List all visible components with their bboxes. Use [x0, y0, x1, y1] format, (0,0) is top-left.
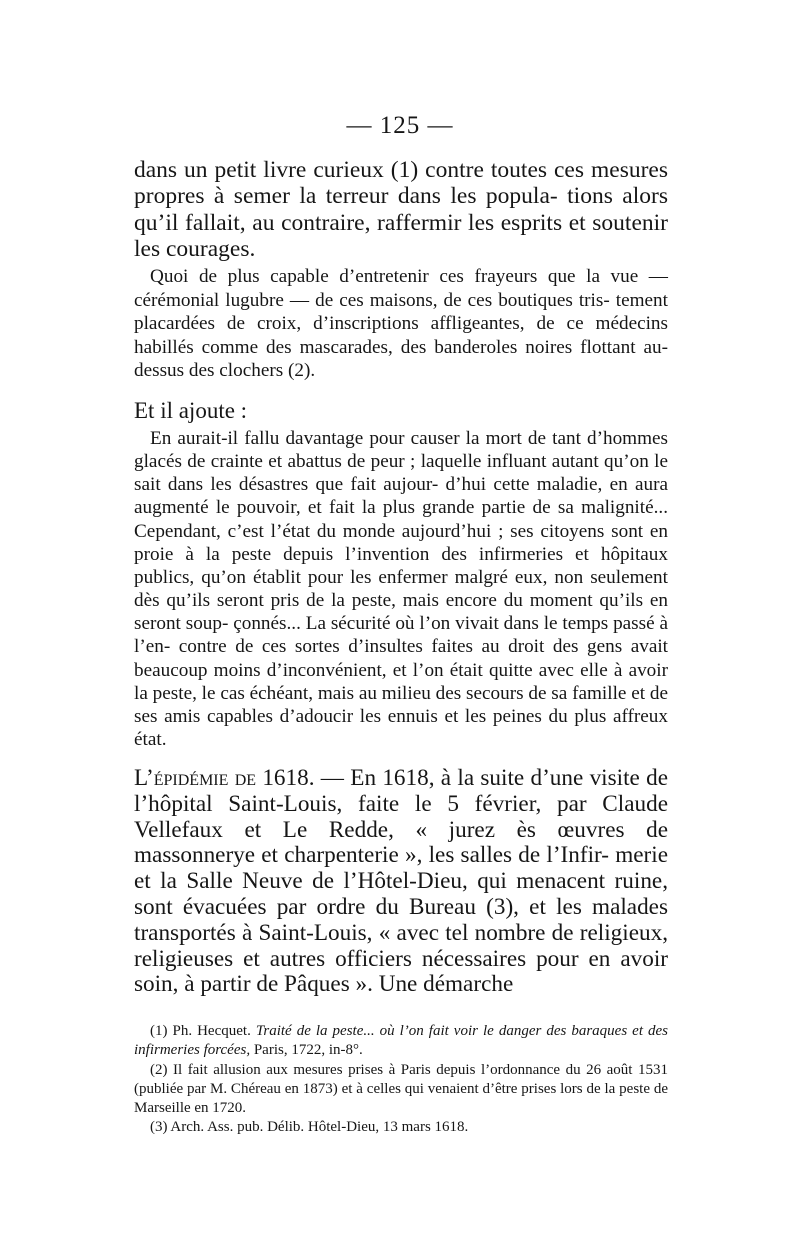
- page-number: — 125 —: [346, 112, 454, 139]
- paragraph-1: dans un petit livre curieux (1) contre toutes ces mesures propres à semer la terreur dans les popula- tions alors qu’il fallait, au contraire, raffermir les esprits et soutenir les courages.: [134, 157, 668, 262]
- footnote-1-title: Traité de la peste... où l’on fait voir le danger des baraques et des infirmeries forcées,: [134, 1023, 668, 1059]
- paragraph-3: Et il ajoute :: [134, 398, 248, 423]
- footnote-1-author: (1) Ph. Hecquet.: [150, 1023, 251, 1039]
- footnotes: [134, 1022, 668, 1138]
- paragraph-2: Quoi de plus capable d’entretenir ces frayeurs que la vue — cérémonial lugubre — de ces maisons, de ces boutiques tris- tement placardées de croix, d’inscriptions affligeantes, de ce médecins habillés comme des mascarades, des banderoles noires flottant au-dessus des clochers (2).: [134, 266, 668, 381]
- footnote-2: (2) Il fait allusion aux mesures prises à Paris depuis l’ordonnance du 26 août 1531 (publiée par M. Chéreau en 1873) et à celles qui venaient d’être prises lors de la peste de Marseille en 1720.: [134, 1061, 668, 1117]
- section-paragraph: [134, 766, 668, 998]
- footnote-1: [134, 1022, 668, 1061]
- section-heading: L’épidémie de 1618.: [134, 765, 315, 791]
- section-text: — En 1618, à la suite d’une visite de l’hôpital Saint-Louis, faite le 5 février, par Claude Vellefaux et Le Redde, « jurez ès œuvres de massonnerye et charpenterie », les salles de l’Infir- merie et la Salle Neuve de l’Hôtel-Dieu, qui menacent ruine, sont évacuées par ordre du Bureau (3), et les malades transportés à Saint-Louis, « avec tel nombre de religieux, religieuses et autres officiers nécessaires pour en avoir soin, à partir de Pâques ». Une démarche: [134, 765, 668, 998]
- quotation-paragraph: En aurait-il fallu davantage pour causer la mort de tant d’hommes glacés de crainte et abattus de peur ; laquelle influant autant qu’on le sait dans les désastres que fait aujour- d’hui cette maladie, en aura augmenté le pouvoir, et fait la plus grande partie de sa malignité... Cependant, c’est l’état du monde aujourd’hui ; ses citoyens sont en proie à la peste depuis l’invention des infirmeries et hôpitaux publics, qu’on établit pour les enfermer malgré eux, non seulement dès qu’ils seront pris de la peste, mais encore du moment qu’ils en seront soup- çonnés... La sécurité où l’on vivait dans le temps passé à l’en- contre de ces sortes d’insultes faites au droit des gens avait beaucoup moins d’inconvénient, et l’on était quitte avec elle à avoir la peste, le cas échéant, mais au milieu des secours de sa famille et de ses amis capables d’adoucir les ennuis et les peines du plus affreux état.: [134, 428, 668, 751]
- footnote-1-publication: Paris, 1722, in-8°.: [253, 1042, 363, 1059]
- footnote-3: (3) Arch. Ass. pub. Délib. Hôtel-Dieu, 13 mars 1618.: [150, 1119, 469, 1136]
